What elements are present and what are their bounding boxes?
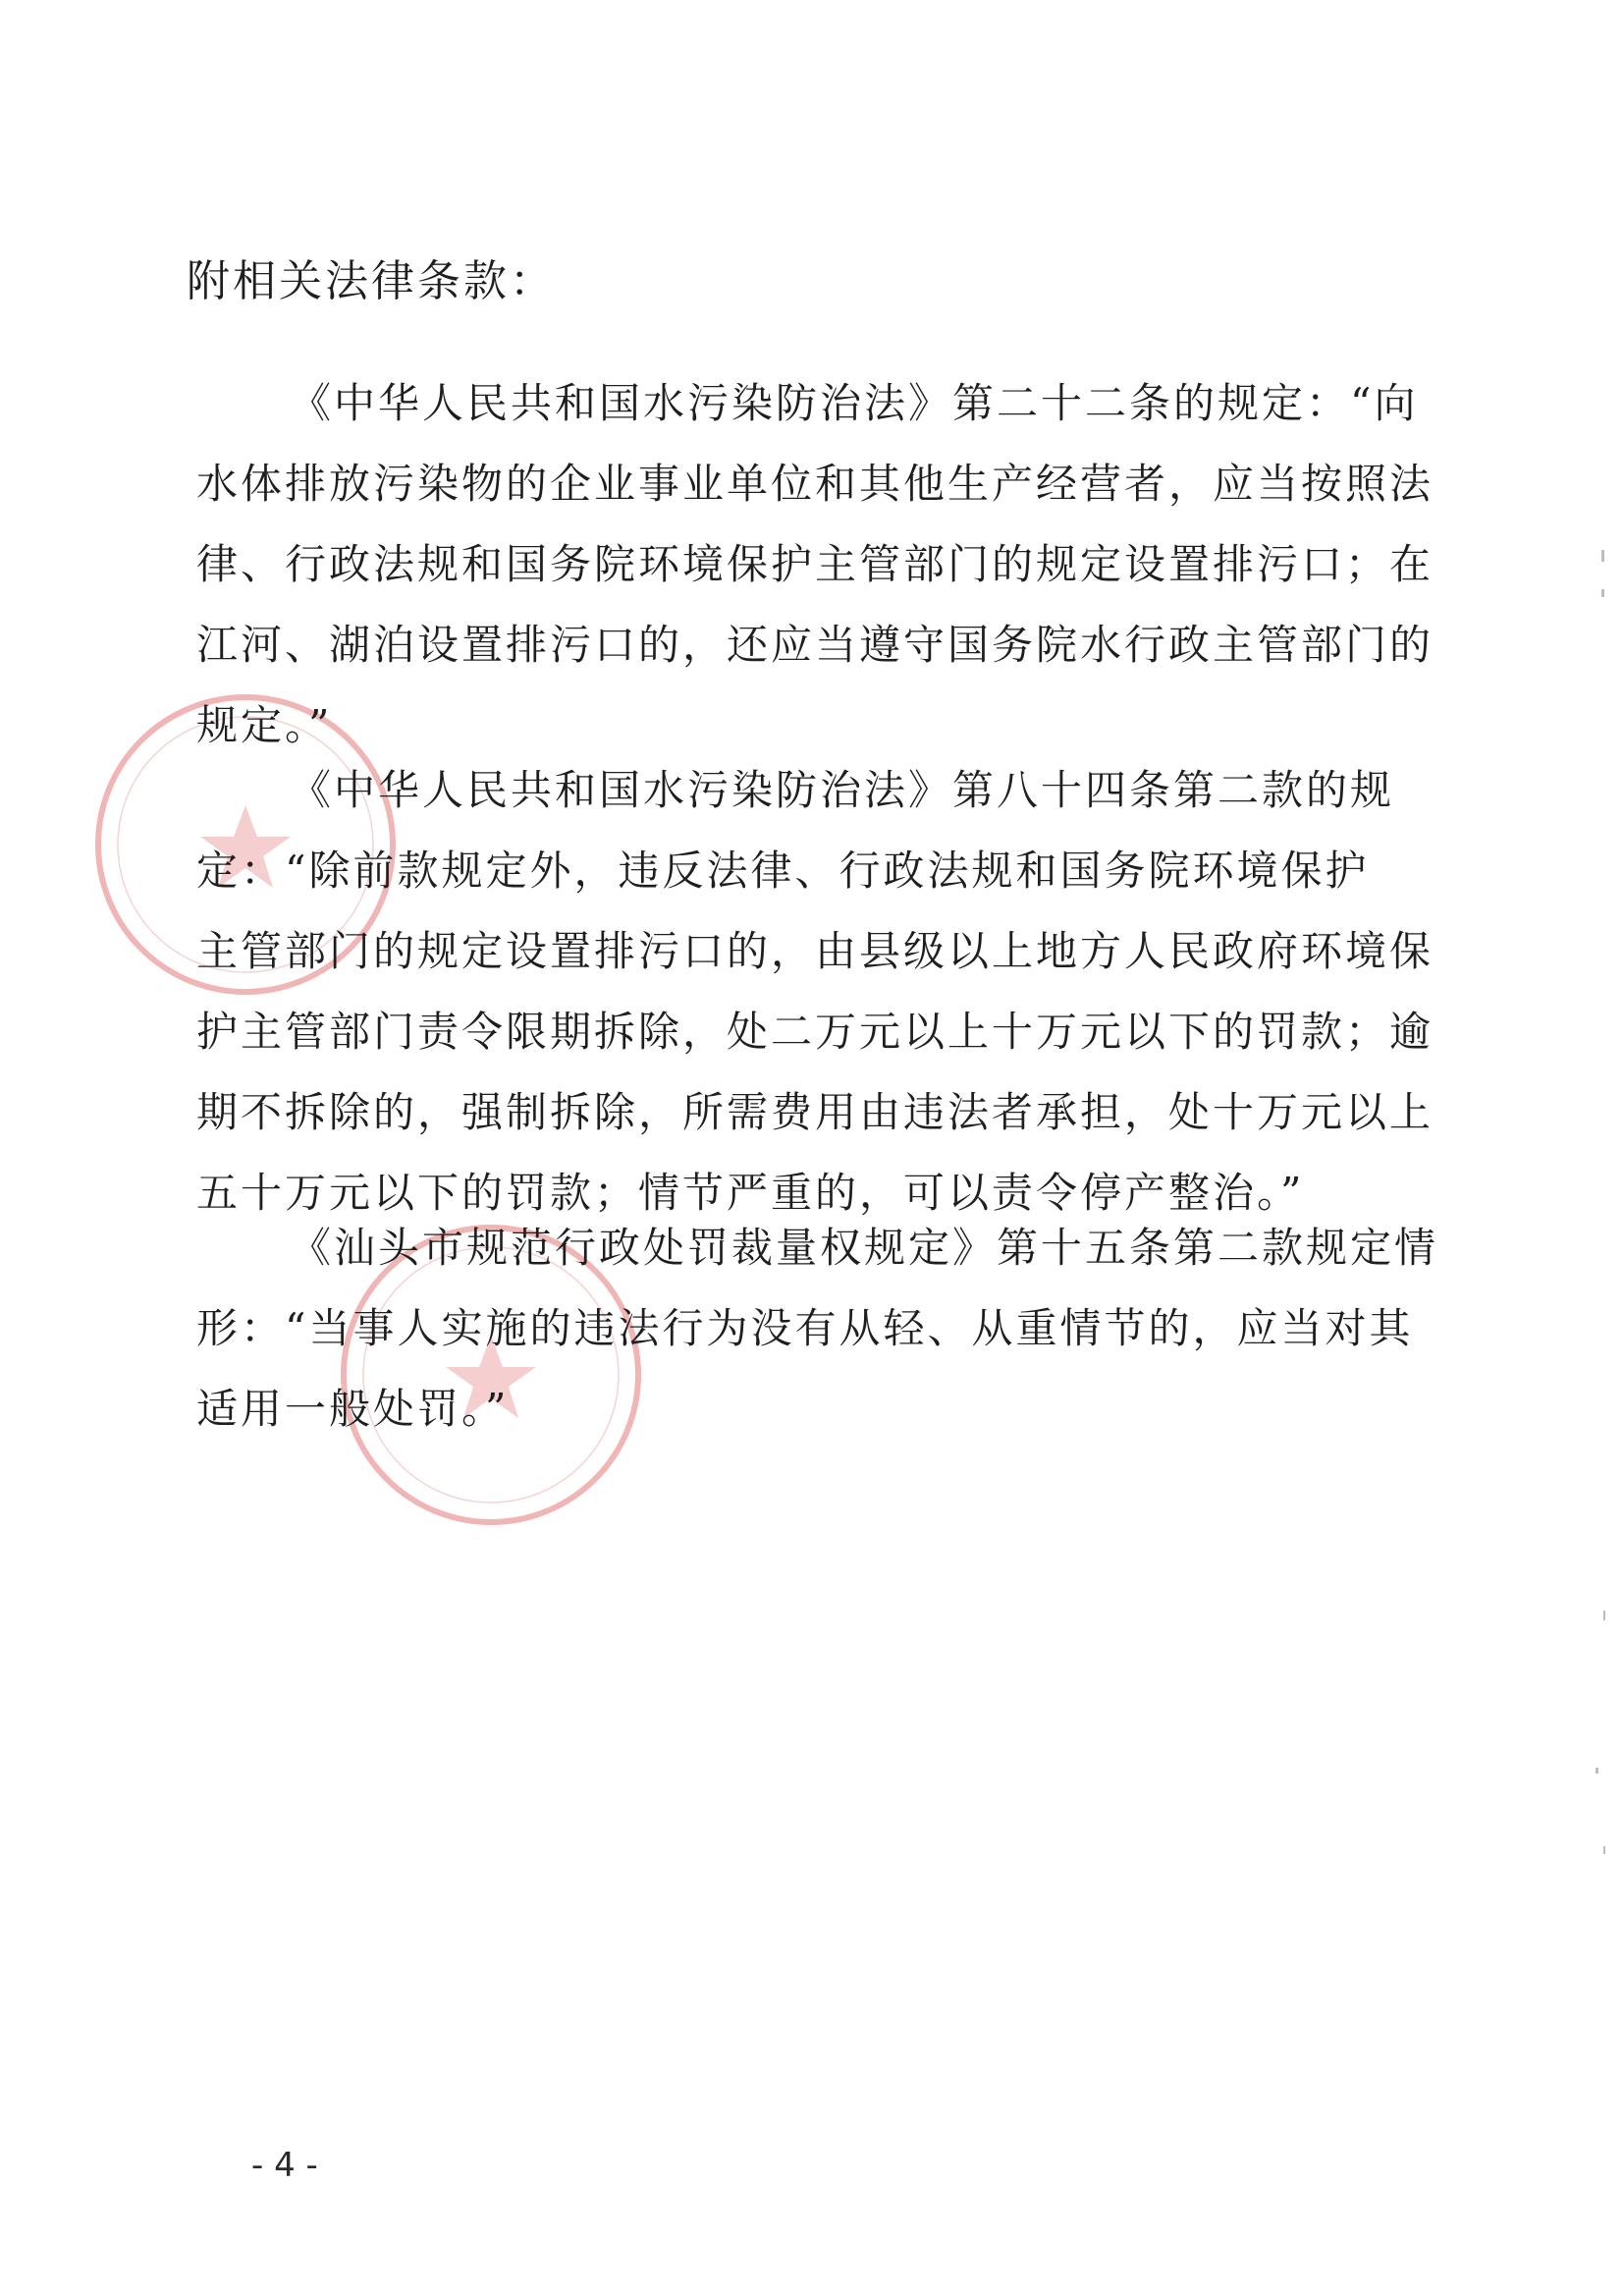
- text-line: 形：“当事人实施的违法行为没有从轻、从重情节的，应当对其: [196, 1304, 1414, 1352]
- text-line: 江河、湖泊设置排污口的，还应当遵守国务院水行政主管部门的: [196, 621, 1434, 669]
- text-line: 《中华人民共和国水污染防治法》第二十二条的规定：“向: [290, 379, 1419, 427]
- text-line: 五十万元以下的罚款；情节严重的，可以责令停产整治。”: [196, 1169, 1305, 1217]
- text-line: 主管部门的规定设置排污口的，由县级以上地方人民政府环境保: [196, 927, 1434, 975]
- text-line: 《中华人民共和国水污染防治法》第八十四条第二款的规: [290, 766, 1395, 814]
- text-line: 《汕头市规范行政处罚裁量权规定》第十五条第二款规定情: [290, 1224, 1439, 1272]
- text-line: 适用一般处罚。”: [196, 1385, 510, 1433]
- attachment-heading: 附相关法律条款：: [187, 256, 556, 306]
- regulation-paragraph: [196, 1208, 1439, 1449]
- scan-noise-marks: [1544, 0, 1623, 2296]
- text-line: 水体排放污染物的企业事业单位和其他生产经营者，应当按照法: [196, 460, 1434, 508]
- page-number: - 4 -: [251, 2146, 318, 2185]
- law-article-paragraph: [196, 750, 1434, 1233]
- text-line: 期不拆除的，强制拆除，所需费用由违法者承担，处十万元以上: [196, 1088, 1434, 1136]
- text-line: 定：“除前款规定外，违反法律、行政法规和国务院环境保护: [196, 847, 1370, 895]
- text-line: 律、行政法规和国务院环境保护主管部门的规定设置排污口；在: [196, 540, 1434, 588]
- text-line: 规定。”: [196, 701, 333, 749]
- text-line: 护主管部门责令限期拆除，处二万元以上十万元以下的罚款；逾: [196, 1008, 1434, 1056]
- law-article-paragraph: [196, 363, 1434, 766]
